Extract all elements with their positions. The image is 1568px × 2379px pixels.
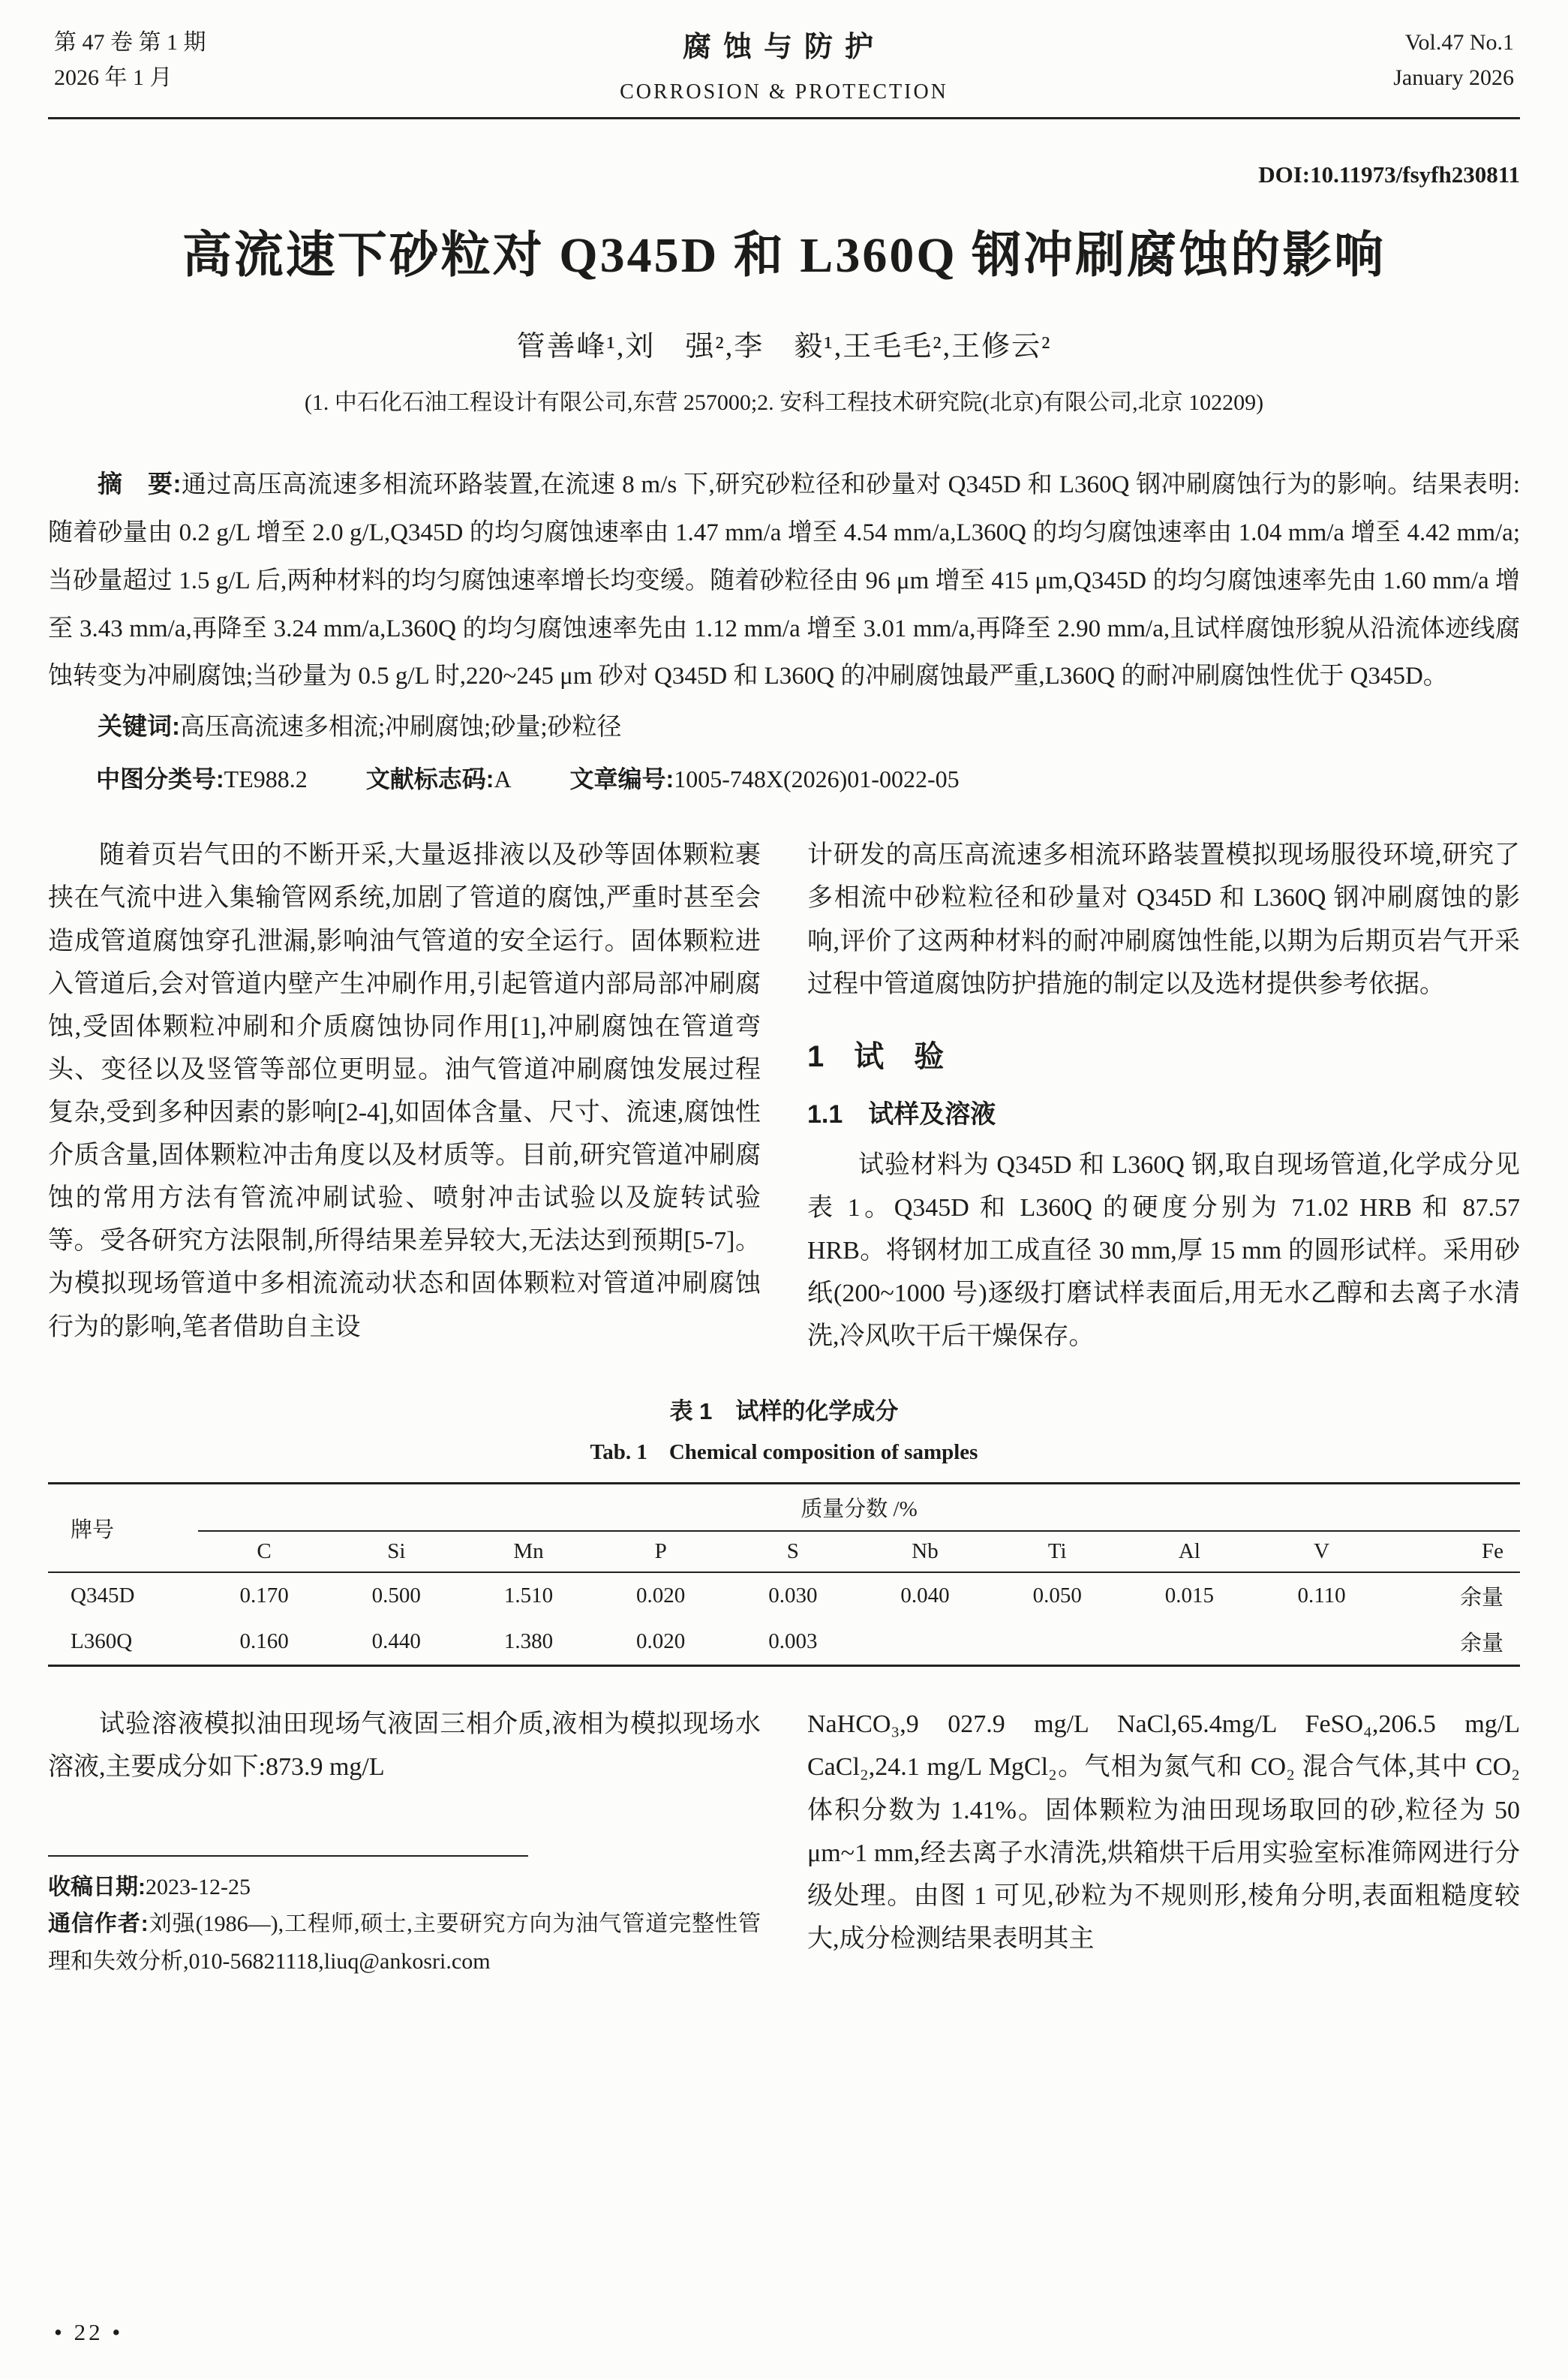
table-1-caption-cn: 表 1 试样的化学成分 bbox=[669, 1398, 899, 1425]
table-cell: 1.380 bbox=[503, 1629, 554, 1654]
table-cell bbox=[1256, 1619, 1388, 1666]
received-date-line bbox=[48, 1869, 761, 1906]
page-number: • 22 • bbox=[54, 2319, 124, 2345]
affiliation-line: (1. 中石化石油工程设计有限公司,东营 257000;2. 安科工程技术研究院(北京)有限公司,北京 102209) bbox=[304, 390, 1264, 416]
document-code-label: 文献标志码: bbox=[365, 765, 494, 793]
abstract-label: 摘 要: bbox=[98, 470, 182, 498]
table-header-cell: Ti bbox=[991, 1531, 1123, 1572]
volume-issue-en: Vol.47 No.1 bbox=[1404, 30, 1514, 55]
header-right bbox=[1244, 26, 1514, 95]
table-cell: 0.050 bbox=[1032, 1583, 1082, 1608]
intro-paragraph-left: 随着页岩气田的不断开采,大量返排液以及砂等固体颗粒裹挟在气流中进入集输管网系统,加剧了管道的腐蚀,严重时甚至会造成管道腐蚀穿孔泄漏,影响油气管道的安全运行。固体颗粒进入管道后,会对管道内壁产生冲刷作用,引起管道内部局部冲刷腐蚀,受固体颗粒冲刷和介质腐蚀协同作用[1],冲刷腐蚀在管道弯头、变径以及竖管等部位更明显。油气管道冲刷腐蚀发展过程复杂,受到多种因素的影响[2-4],如固体含量、尺寸、流速,腐蚀性介质含量,固体颗粒冲击角度以及材质等。目前,研究管道冲刷腐蚀的常用方法有管流冲刷试验、喷射冲击试验以及旋转试验等。受各研究方法限制,所得结果差异较大,无法达到预期[5-7]。为模拟现场管道中多相流流动状态和固体颗粒对管道冲刷腐蚀行为的影响,笔者借助自主设 bbox=[48, 841, 761, 1341]
received-date-label: 收稿日期: bbox=[48, 1874, 146, 1899]
article-id-label: 文章编号: bbox=[569, 765, 674, 793]
issue-date-en: January 2026 bbox=[1393, 65, 1514, 90]
table-cell: 0.110 bbox=[1297, 1583, 1346, 1608]
table-1-block bbox=[48, 1392, 1520, 1667]
journal-header bbox=[48, 23, 1520, 108]
table-cell: 余量 bbox=[1459, 1632, 1503, 1656]
solution-paragraph-right: NaHCO₃,9 027.9 mg/L NaCl,65.4mg/L FeSO₄,206.5 mg/L CaCl₂,24.1 mg/L MgCl₂。气相为氮气和 CO₂ 混合气体,其中 CO₂ 体积分数为 1.41%。固体颗粒为油田现场取回的砂,粒径为 50 μm~1 mm,经去离子水清洗,烘箱烘干后用实验室标准筛网进行分级处理。由图 1 可见,砂粒为不规则形,棱角分明,表面粗糙度较大,成分检测结果表明其主 bbox=[807, 1710, 1520, 1953]
volume-issue-cn: 第 47 卷 第 1 期 bbox=[54, 30, 206, 55]
table-cell: 1.510 bbox=[503, 1583, 554, 1608]
header-left bbox=[54, 26, 324, 95]
corresponding-author-label: 通信作者: bbox=[48, 1911, 149, 1936]
table-header-cell: Nb bbox=[859, 1531, 991, 1572]
table-header-cell: Fe bbox=[1388, 1531, 1520, 1572]
left-column bbox=[48, 834, 761, 1358]
table-1-caption-en: Tab. 1 Chemical composition of samples bbox=[590, 1440, 978, 1465]
table-header-cell: Si bbox=[330, 1531, 462, 1572]
solution-paragraph-left: 试验溶液模拟油田现场气液固三相介质,液相为模拟现场水溶液,主要成分如下:873.9 mg/L bbox=[48, 1710, 761, 1782]
right-column bbox=[807, 834, 1520, 1358]
table-cell: 0.030 bbox=[768, 1583, 818, 1608]
table-cell: 余量 bbox=[1459, 1586, 1503, 1611]
table-cell: 0.160 bbox=[239, 1629, 289, 1654]
table-header-cell: Al bbox=[1123, 1531, 1255, 1572]
table-cell: 0.170 bbox=[239, 1583, 289, 1608]
table-header-row-1 bbox=[48, 1484, 1520, 1532]
table-header-cell: V bbox=[1256, 1531, 1388, 1572]
table-cell-grade: L360Q bbox=[71, 1629, 133, 1654]
header-center bbox=[324, 26, 1244, 108]
article-title: 高流速下砂粒对 Q345D 和 L360Q 钢冲刷腐蚀的影响 bbox=[182, 228, 1386, 284]
table-header-cell: P bbox=[595, 1531, 727, 1572]
table-header-mass-fraction: 质量分数 /% bbox=[198, 1484, 1520, 1532]
clc-label: 中图分类号: bbox=[96, 765, 224, 793]
document-code: A bbox=[494, 765, 512, 793]
author-list: 管善峰¹,刘 强²,李 毅¹,王毛毛²,王修云² bbox=[516, 331, 1052, 363]
journal-name-en: CORROSION & PROTECTION bbox=[620, 80, 948, 104]
keywords-text: 高压高流速多相流;冲刷腐蚀;砂量;砂粒径 bbox=[180, 713, 622, 741]
body-columns-lower bbox=[48, 1703, 1520, 1980]
table-header-cell: C bbox=[198, 1531, 330, 1572]
table-cell: 0.020 bbox=[636, 1629, 686, 1654]
section-1-1-heading: 1.1 试样及溶液 bbox=[807, 1099, 996, 1129]
doi-line: DOI:10.11973/fsyfh230811 bbox=[1258, 161, 1520, 188]
keywords-label: 关键词: bbox=[98, 711, 180, 740]
corresponding-author-info: 刘强(1986—),工程师,硕士,主要研究方向为油气管道完整性管理和失效分析,010-56821118,liuq@ankosri.com bbox=[48, 1911, 761, 1974]
right-column-lower bbox=[807, 1703, 1520, 1980]
table-cell: 0.440 bbox=[371, 1629, 421, 1654]
article-meta-line bbox=[48, 760, 1520, 795]
table-cell bbox=[991, 1619, 1123, 1666]
clc-number: TE988.2 bbox=[224, 765, 308, 793]
abstract-text: 通过高压高流速多相流环路装置,在流速 8 m/s 下,研究砂粒径和砂量对 Q345D 和 L360Q 钢冲刷腐蚀行为的影响。结果表明:随着砂量由 0.2 g/L 增至 2.0 g/L,Q345D 的均匀腐蚀速率由 1.47 mm/a 增至 4.54 mm/a,L360Q 的均匀腐蚀速率由 1.04 mm/a 增至 4.42 mm/a;当砂量超过 1.5 g/L 后,两种材料的均匀腐蚀速率增长均变缓。随着砂粒径由 96 μm 增至 415 μm,Q345D 的均匀腐蚀速率先由 1.60 mm/a 增至 3.43 mm/a,再降至 3.24 mm/a,L360Q 的均匀腐蚀速率先由 1.12 mm/a 增至 3.01 mm/a,再降至 2.90 mm/a,且试样腐蚀形貌从沿流体迹线腐蚀转变为冲刷腐蚀;当砂量为 0.5 g/L 时,220~245 μm 砂对 Q345D 和 L360Q 的冲刷腐蚀最严重,L360Q 的耐冲刷腐蚀性优于 Q345D。 bbox=[48, 471, 1520, 690]
table-row bbox=[48, 1572, 1520, 1619]
intro-paragraph-right: 计研发的高压高流速多相流环路装置模拟现场服役环境,研究了多相流中砂粒粒径和砂量对 Q345D 和 L360Q 钢冲刷腐蚀的影响,评价了这两种材料的耐冲刷腐蚀性能,以期为后期页岩气开采过程中管道腐蚀防护措施的制定以及选材提供参考依据。 bbox=[807, 841, 1520, 998]
journal-name-cn: 腐蚀与防护 bbox=[682, 32, 885, 63]
footnote-divider bbox=[48, 1855, 528, 1857]
body-columns-upper bbox=[48, 834, 1520, 1358]
table-cell-grade: Q345D bbox=[71, 1583, 135, 1608]
table-cell: 0.040 bbox=[900, 1583, 950, 1608]
table-cell: 0.020 bbox=[636, 1583, 686, 1608]
keywords-line bbox=[48, 704, 1520, 750]
left-column-lower bbox=[48, 1703, 761, 1980]
footnote-block bbox=[48, 1855, 761, 1980]
issue-date-cn: 2026 年 1 月 bbox=[54, 65, 173, 90]
table-cell bbox=[1123, 1619, 1255, 1666]
table-cell: 0.015 bbox=[1164, 1583, 1215, 1608]
table-cell bbox=[859, 1619, 991, 1666]
table-header-cell: Mn bbox=[462, 1531, 594, 1572]
table-header-row-2 bbox=[48, 1531, 1520, 1572]
abstract-paragraph bbox=[48, 460, 1520, 700]
table-row bbox=[48, 1619, 1520, 1666]
received-date: 2023-12-25 bbox=[146, 1874, 251, 1899]
section-1-1-paragraph: 试验材料为 Q345D 和 L360Q 钢,取自现场管道,化学成分见表 1。Q345D 和 L360Q 的硬度分别为 71.02 HRB 和 87.57 HRB。将钢材加工成直径 30 mm,厚 15 mm 的圆形试样。采用砂纸(200~1000 号)逐级打磨试样表面后,用无水乙醇和去离子水清洗,冷风吹干后干燥保存。 bbox=[807, 1150, 1520, 1351]
table-header-cell: S bbox=[727, 1531, 859, 1572]
table-body bbox=[48, 1572, 1520, 1666]
table-head bbox=[48, 1484, 1520, 1573]
table-cell: 0.500 bbox=[371, 1583, 421, 1608]
table-cell: 0.003 bbox=[768, 1629, 818, 1654]
table-header-grade: 牌号 bbox=[48, 1484, 198, 1573]
article-id: 1005-748X(2026)01-0022-05 bbox=[674, 765, 960, 793]
section-1-heading: 1 试 验 bbox=[807, 1039, 945, 1073]
corresponding-author-line bbox=[48, 1905, 761, 1980]
header-divider bbox=[48, 117, 1520, 119]
chemical-composition-table bbox=[48, 1482, 1520, 1667]
